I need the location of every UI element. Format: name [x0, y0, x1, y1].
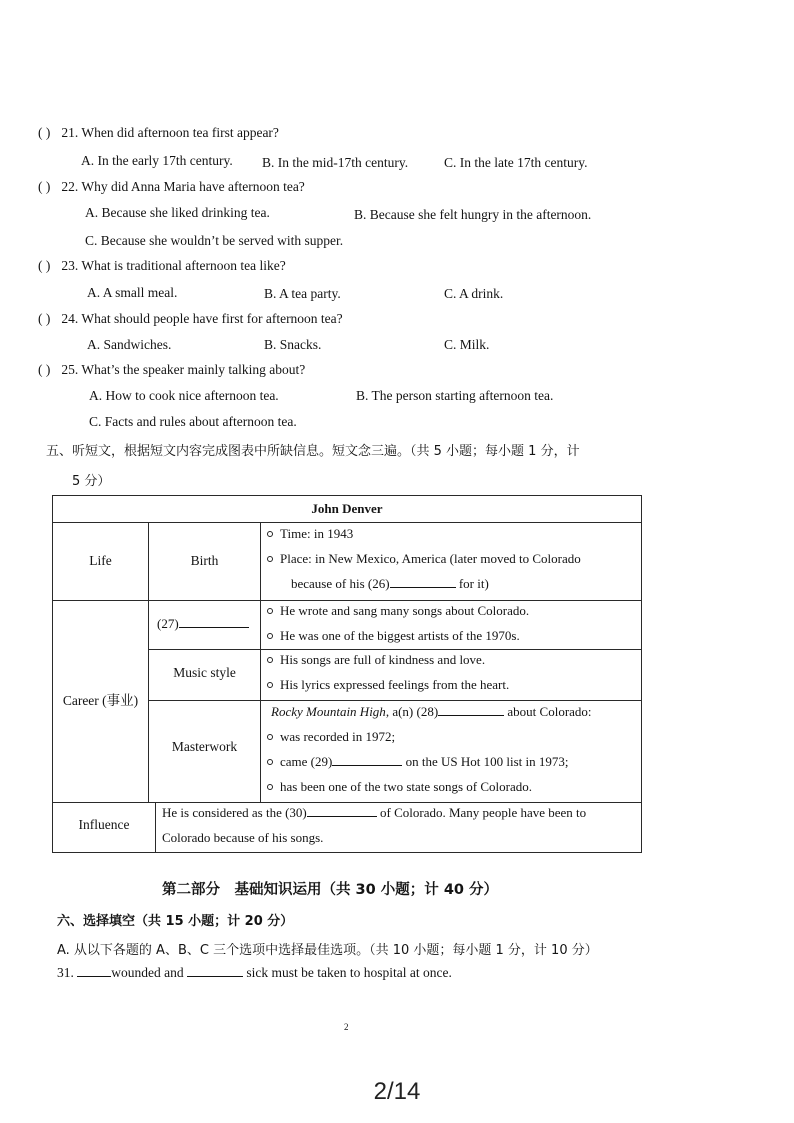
- option-b: B. Because she felt hungry in the afternoon.: [354, 207, 592, 222]
- option-a: A. Because she liked drinking tea.: [85, 205, 270, 220]
- option-c: C. In the late 17th century.: [444, 155, 588, 170]
- answer-paren[interactable]: ( ): [38, 179, 51, 194]
- question-text: sick must be taken to hospital at once.: [246, 965, 452, 980]
- influence-content-cell: [155, 802, 642, 853]
- answer-paren[interactable]: ( ): [38, 258, 51, 273]
- birth-place-cont: because of his (26) for it): [291, 576, 489, 591]
- page-number: 2: [344, 1022, 349, 1032]
- table-title: John Denver: [311, 501, 383, 516]
- masterwork-label-cell: [148, 700, 261, 803]
- question-number: 21.: [61, 125, 79, 140]
- question-23: [38, 258, 286, 274]
- section-5-instruction: 五、听短文，根据短文内容完成图表中所缺信息。短文念三遍。（共 5 小题；每小题 1 分，计: [46, 444, 580, 459]
- blank-28[interactable]: [438, 715, 504, 716]
- question-22: [38, 179, 305, 195]
- bullet-icon: [267, 633, 273, 639]
- bullet-icon: [267, 531, 273, 537]
- question-number: 23.: [61, 258, 79, 273]
- blank-31b[interactable]: [187, 976, 243, 977]
- question-number: 31.: [57, 965, 74, 980]
- option-c: C. Facts and rules about afternoon tea.: [89, 414, 297, 429]
- question-number: 22.: [61, 179, 79, 194]
- bullet-icon: [267, 734, 273, 740]
- answer-paren[interactable]: ( ): [38, 125, 51, 140]
- birth-time: Time: in 1943: [267, 526, 353, 542]
- answer-paren[interactable]: ( ): [38, 362, 51, 377]
- music-line-1: His songs are full of kindness and love.: [267, 652, 485, 668]
- question-stem: What is traditional afternoon tea like?: [81, 258, 286, 273]
- influence-label-cell: [52, 802, 156, 853]
- question-stem: When did afternoon tea first appear?: [81, 125, 279, 140]
- blank-26[interactable]: [390, 587, 456, 588]
- music-style-content-cell: [260, 649, 642, 701]
- influence-label: Influence: [78, 817, 130, 832]
- question-number: 24.: [61, 311, 79, 326]
- birth-label: Birth: [190, 553, 219, 568]
- q27-line-2: He was one of the biggest artists of the 1970s.: [267, 628, 520, 644]
- life-label-cell: [52, 522, 149, 601]
- blank-29[interactable]: [332, 765, 402, 766]
- life-label: Life: [89, 553, 112, 568]
- music-style-label-cell: [148, 649, 261, 701]
- option-c: C. Milk.: [444, 337, 490, 352]
- option-b: B. In the mid-17th century.: [262, 155, 409, 170]
- song-title: Rocky Mountain High: [271, 704, 386, 719]
- master-line-2: was recorded in 1972;: [267, 729, 395, 745]
- section-6a-instruction: A. 从以下各题的 A、B、C 三个选项中选择最佳选项。（共 10 小题；每小题 1 分，计 10 分）: [57, 943, 598, 958]
- birth-content-cell: [260, 522, 642, 601]
- option-a: A. How to cook nice afternoon tea.: [89, 388, 279, 403]
- q27-content-cell: [260, 600, 642, 650]
- blank-31a[interactable]: [77, 976, 111, 977]
- birth-label-cell: [148, 522, 261, 601]
- option-b: B. The person starting afternoon tea.: [356, 388, 554, 403]
- info-table: [52, 495, 642, 853]
- q27-line-1: He wrote and sang many songs about Colorado.: [267, 603, 529, 619]
- career-label-cell: [52, 600, 149, 803]
- table-title-cell: [52, 495, 642, 523]
- q27-label: (27): [157, 616, 249, 632]
- master-line-4: has been one of the two state songs of Colorado.: [267, 779, 532, 795]
- question-stem: Why did Anna Maria have afternoon tea?: [81, 179, 305, 194]
- bullet-icon: [267, 682, 273, 688]
- bullet-icon: [267, 608, 273, 614]
- masterwork-content-cell: [260, 700, 642, 803]
- option-a: A. A small meal.: [87, 285, 178, 300]
- question-21: [38, 125, 279, 141]
- option-c: C. Because she wouldn’t be served with supper.: [85, 233, 344, 248]
- bullet-icon: [267, 657, 273, 663]
- page-indicator: 2/14: [373, 1078, 421, 1105]
- question-stem: What’s the speaker mainly talking about?: [81, 362, 306, 377]
- option-c: C. A drink.: [444, 286, 504, 301]
- bullet-icon: [267, 556, 273, 562]
- question-stem: What should people have first for afternoon tea?: [81, 311, 343, 326]
- part-2-heading: 第二部分 基础知识运用（共 30 小题；计 40 分）: [162, 882, 499, 898]
- blank-27[interactable]: [179, 627, 249, 628]
- option-a: A. Sandwiches.: [87, 337, 172, 352]
- section-6-heading: 六、选择填空（共 15 小题；计 20 分）: [57, 914, 294, 929]
- option-b: B. Snacks.: [264, 337, 322, 352]
- question-31: [57, 965, 452, 981]
- section-5-instruction-cont: 5 分）: [72, 474, 111, 489]
- question-24: [38, 311, 343, 327]
- career-label: Career (事业): [62, 693, 139, 708]
- influence-line-2: Colorado because of his songs.: [162, 830, 324, 845]
- masterwork-label: Masterwork: [171, 739, 238, 754]
- blank-30[interactable]: [307, 816, 377, 817]
- question-text: wounded and: [111, 965, 184, 980]
- answer-paren[interactable]: ( ): [38, 311, 51, 326]
- influence-line-1: He is considered as the (30) of Colorado. Many people have been to: [162, 805, 587, 820]
- music-style-label: Music style: [173, 665, 236, 680]
- bullet-icon: [267, 759, 273, 765]
- option-b: B. A tea party.: [264, 286, 341, 301]
- birth-place: Place: in New Mexico, America (later moved to Colorado: [267, 551, 581, 567]
- option-a: A. In the early 17th century.: [81, 153, 233, 168]
- master-line-3: came (29) on the US Hot 100 list in 1973;: [267, 754, 568, 770]
- music-line-2: His lyrics expressed feelings from the heart.: [267, 677, 509, 693]
- q27-label-cell: [148, 600, 261, 650]
- question-25: [38, 362, 305, 378]
- bullet-icon: [267, 784, 273, 790]
- question-number: 25.: [61, 362, 79, 377]
- master-line-1: Rocky Mountain High, a(n) (28) about Colorado:: [271, 704, 592, 719]
